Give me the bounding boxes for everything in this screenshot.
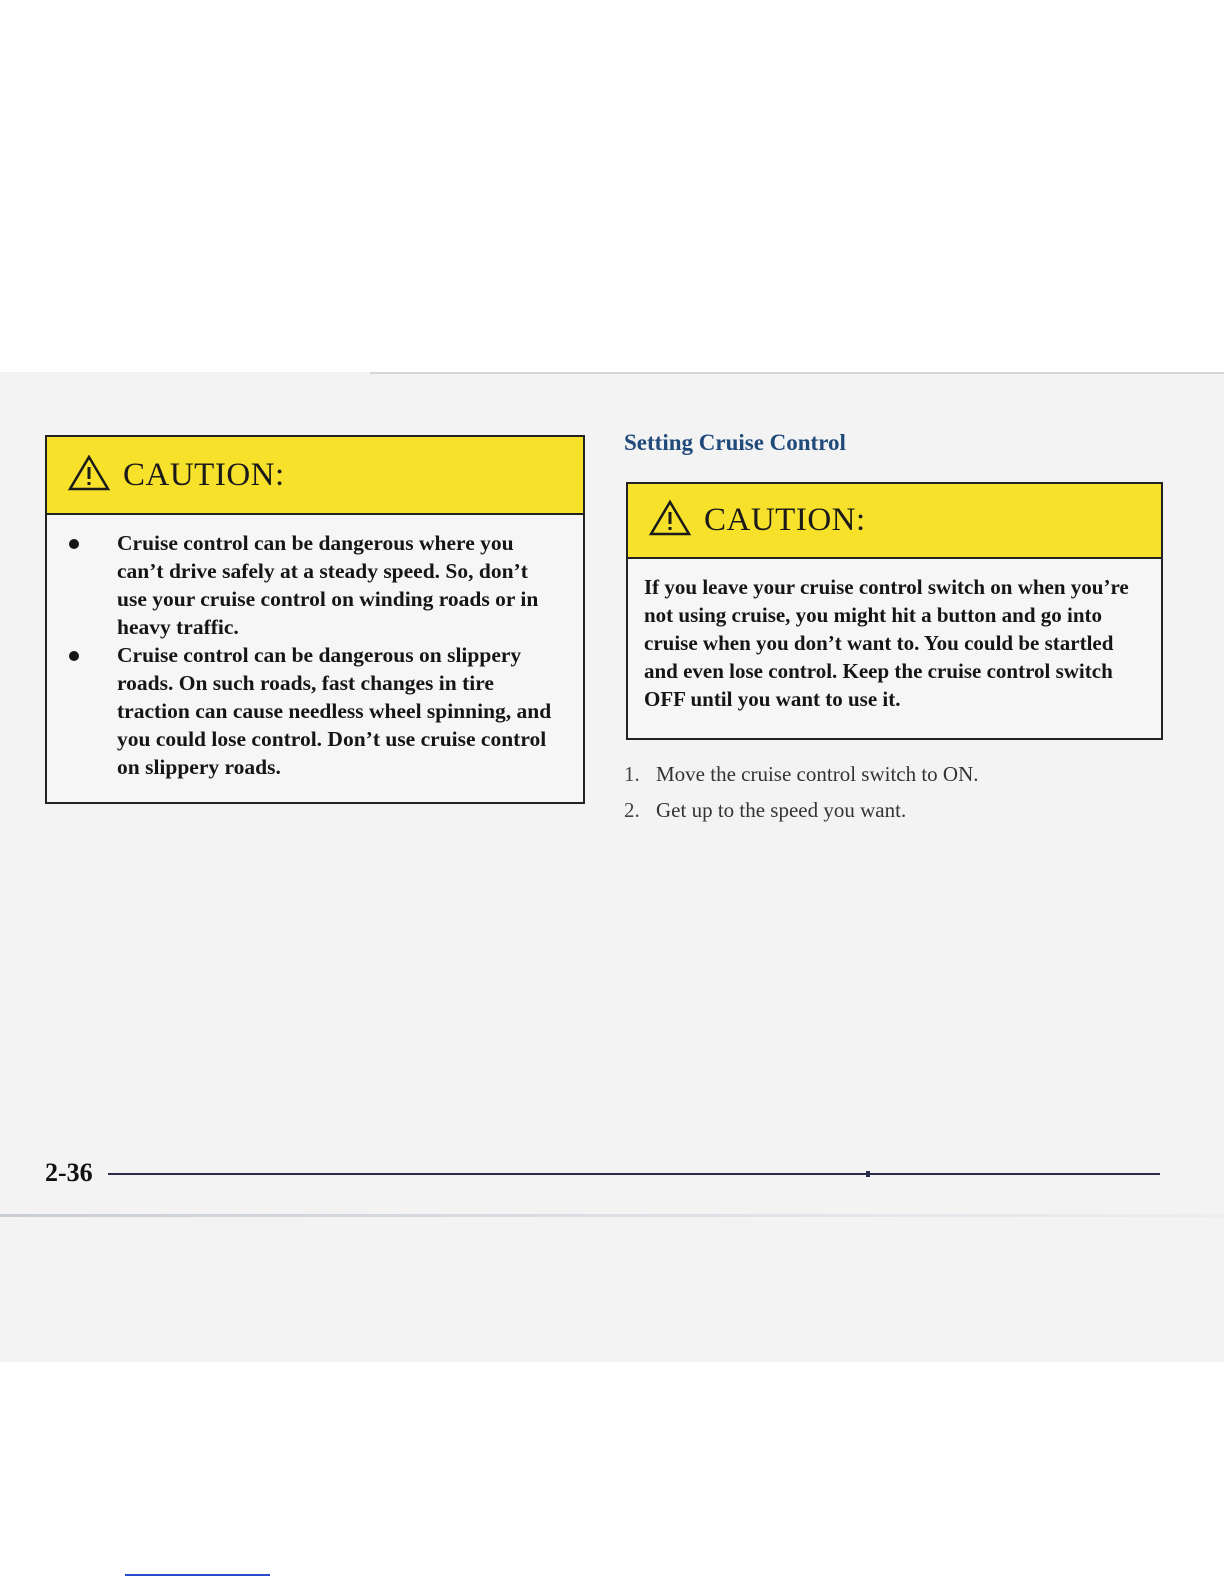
caution-box-left [45, 435, 585, 804]
section-title: Setting Cruise Control [624, 430, 846, 455]
step-item [624, 798, 1164, 822]
page-number: 2-36 [45, 1158, 93, 1187]
footer-tick-mark [866, 1171, 870, 1177]
caution-bullet-list [47, 515, 583, 781]
caution-bullet-item [67, 529, 563, 641]
step-item [624, 762, 1164, 786]
caution-heading: CAUTION: [704, 502, 866, 538]
caution-box-right [626, 482, 1163, 740]
bullet-icon [69, 651, 79, 661]
step-text: Move the cruise control switch to ON. [656, 762, 979, 786]
caution-bullet-text: Cruise control can be dangerous where you can’t drive safely at a steady speed. So, don’t use your cruise control on winding roads or in heavy traffic. [117, 531, 539, 639]
warning-triangle-icon [648, 499, 692, 542]
caution-heading: CAUTION: [123, 456, 285, 493]
caution-bullet-item [67, 641, 563, 781]
bottom-link-underline [125, 1574, 270, 1576]
step-text: Get up to the speed you want. [656, 798, 907, 822]
warning-triangle-icon [67, 454, 111, 497]
steps-list [624, 762, 1164, 834]
step-number: 2. [624, 798, 640, 822]
caution-body: If you leave your cruise control switch on when you’re not using cruise, you might hit a button and go into cruise when you don’t want to. You could be startled and even lose control. Keep the cruise control switch OFF until you want to use it. [644, 575, 1129, 711]
scan-edge-top [370, 372, 1224, 374]
step-number: 1. [624, 762, 640, 786]
caution-header [628, 484, 1161, 559]
scan-edge-bottom [0, 1214, 1224, 1217]
bullet-icon [69, 539, 79, 549]
footer-rule [108, 1173, 1160, 1175]
caution-bullet-text: Cruise control can be dangerous on slippery roads. On such roads, fast changes in tire traction can cause needless wheel spinning, and you could lose control. Don’t use cruise control on slippery roads. [117, 643, 552, 779]
caution-header [47, 437, 583, 515]
